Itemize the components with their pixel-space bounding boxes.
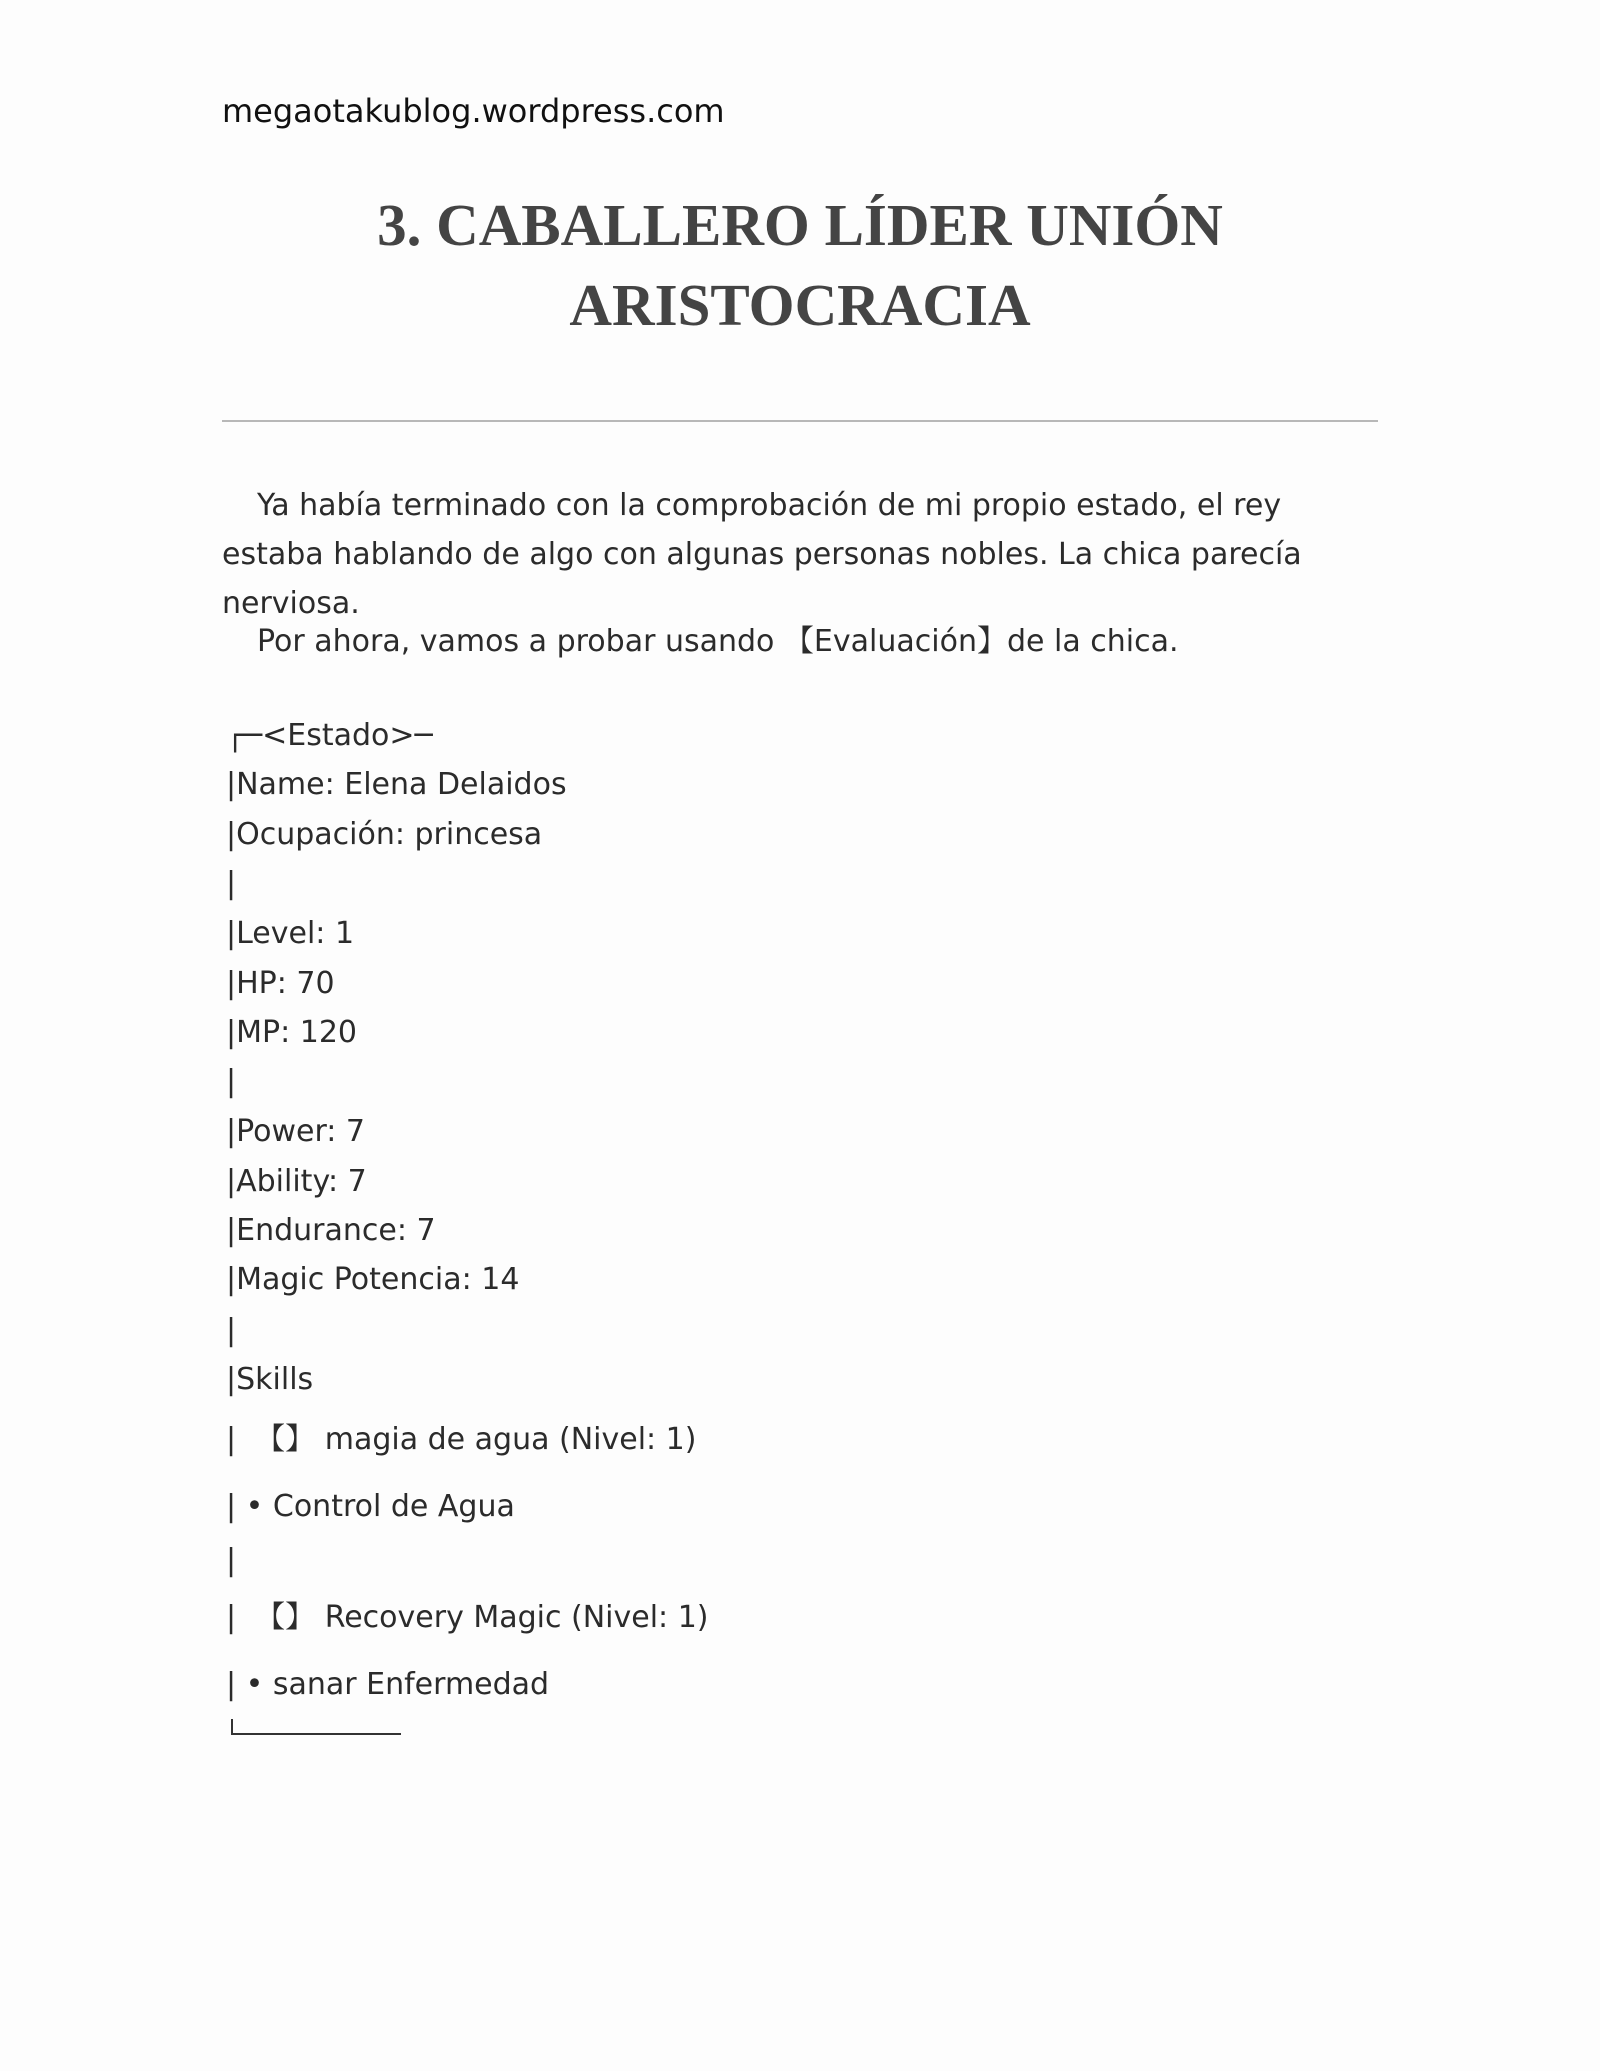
status-level: |Level: 1 [226, 916, 355, 951]
body-paragraph-2: Por ahora, vamos a probar usando 【Evaluación】de la chica. [257, 624, 1179, 659]
status-occupation: |Ocupación: princesa [226, 817, 543, 852]
site-header: megaotakublog.wordpress.com [222, 92, 725, 130]
status-mp: |MP: 120 [226, 1015, 357, 1050]
status-hp: |HP: 70 [226, 966, 335, 1001]
status-bottom-corner [231, 1719, 401, 1735]
body-paragraph-1: Ya había terminado con la comprobación de mi propio estado, el rey estaba hablando de algo con algunas personas nobles. La chica parecía nerviosa. [222, 488, 1302, 621]
status-name: |Name: Elena Delaidos [226, 767, 567, 802]
status-endurance: |Endurance: 7 [226, 1213, 436, 1248]
status-ability: |Ability: 7 [226, 1164, 367, 1199]
status-spacer: | [226, 866, 237, 901]
status-skills-heading: |Skills [226, 1362, 314, 1397]
status-skill-water-control: | • Control de Agua [226, 1489, 515, 1524]
status-skill-recovery-magic: | 【】 Recovery Magic (Nivel: 1) [226, 1600, 709, 1635]
status-spacer: | [226, 1313, 237, 1348]
status-power: |Power: 7 [226, 1114, 366, 1149]
chapter-title-line-2: ARISTOCRACIA [569, 272, 1031, 338]
status-skill-cure-illness: | • sanar Enfermedad [226, 1667, 550, 1702]
status-magic-potencia: |Magic Potencia: 14 [226, 1262, 520, 1297]
status-skill-water-magic: | 【】 magia de agua (Nivel: 1) [226, 1422, 697, 1457]
status-spacer: | [226, 1543, 237, 1578]
chapter-title [222, 185, 1378, 345]
title-divider [222, 420, 1378, 422]
status-spacer: | [226, 1064, 237, 1099]
status-header: ┌─<Estado>─ [226, 718, 433, 753]
chapter-title-line-1: 3. CABALLERO LÍDER UNIÓN [377, 192, 1223, 258]
